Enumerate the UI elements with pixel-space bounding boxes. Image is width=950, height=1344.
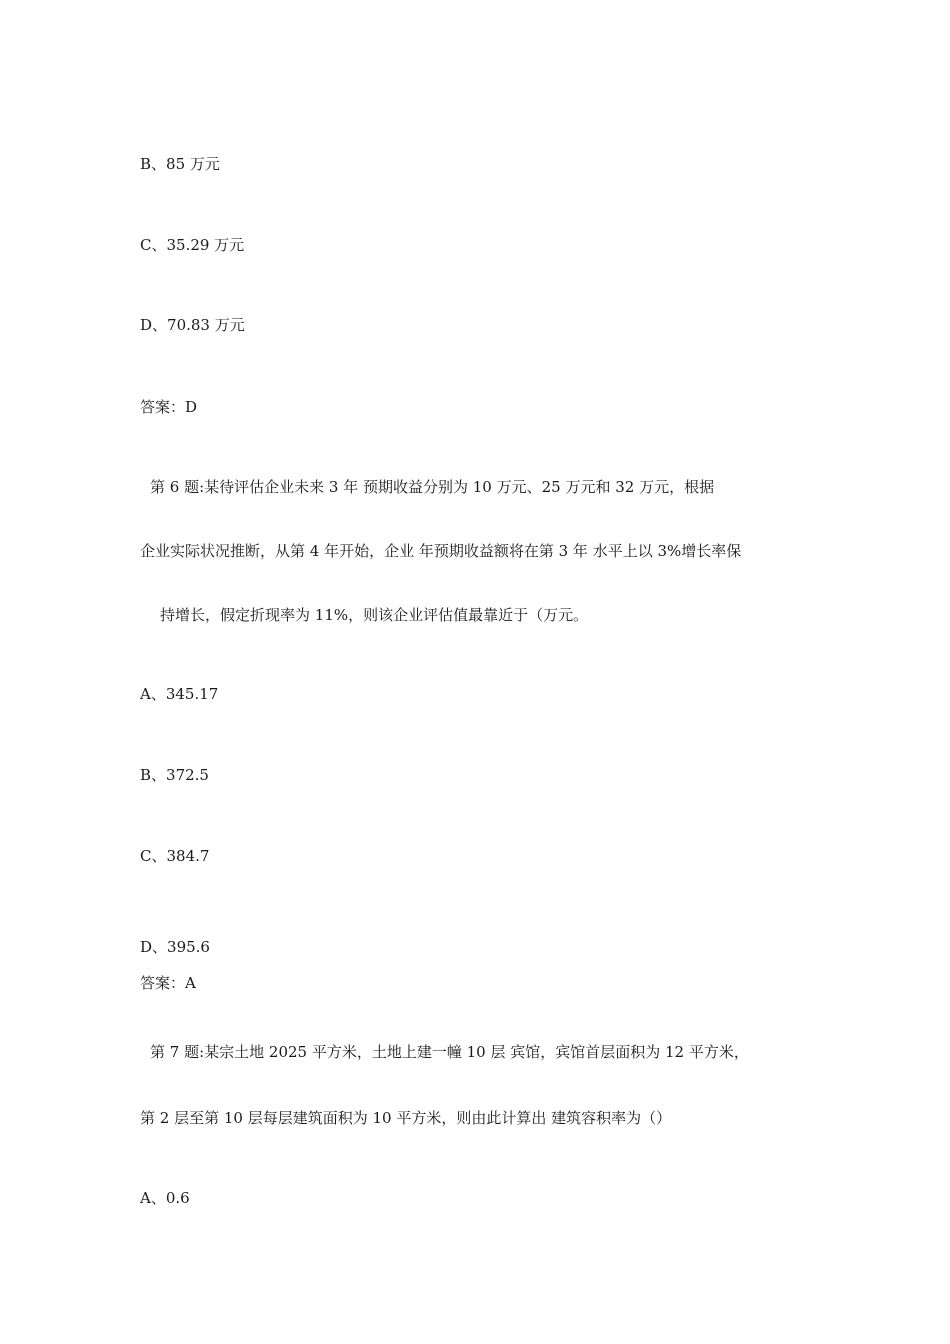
- q7-option-a: A、0.6: [140, 1189, 190, 1207]
- q6-answer: 答案：A: [140, 974, 196, 992]
- prev-answer: 答案：D: [140, 398, 198, 416]
- q6-text-line-2: 企业实际状况推断，从第 4 年开始，企业 年预期收益额将在第 3 年 水平上以 3%增长率保: [140, 542, 742, 560]
- q7-text-line-1: 第 7 题:某宗土地 2025 平方米，土地上建一幢 10 层 宾馆，宾馆首层面积为 12 平方米，: [150, 1043, 749, 1061]
- q6-text-line-1: 第 6 题:某待评估企业未来 3 年 预期收益分别为 10 万元、25 万元和 32 万元，根据: [150, 478, 715, 496]
- q6-option-a: A、345.17: [140, 685, 219, 703]
- prev-option-d: D、70.83 万元: [140, 316, 245, 334]
- prev-option-c: C、35.29 万元: [140, 236, 245, 254]
- q6-option-c: C、384.7: [140, 847, 210, 865]
- q6-option-b: B、372.5: [140, 766, 209, 784]
- prev-option-b: B、85 万元: [140, 155, 220, 173]
- q7-text-line-2: 第 2 层至第 10 层每层建筑面积为 10 平方米，则由此计算出 建筑容积率为（）: [140, 1109, 672, 1127]
- q6-text-line-3: 持增长，假定折现率为 11%，则该企业评估值最靠近于（万元。: [160, 606, 589, 624]
- q6-option-d: D、395.6: [140, 938, 210, 956]
